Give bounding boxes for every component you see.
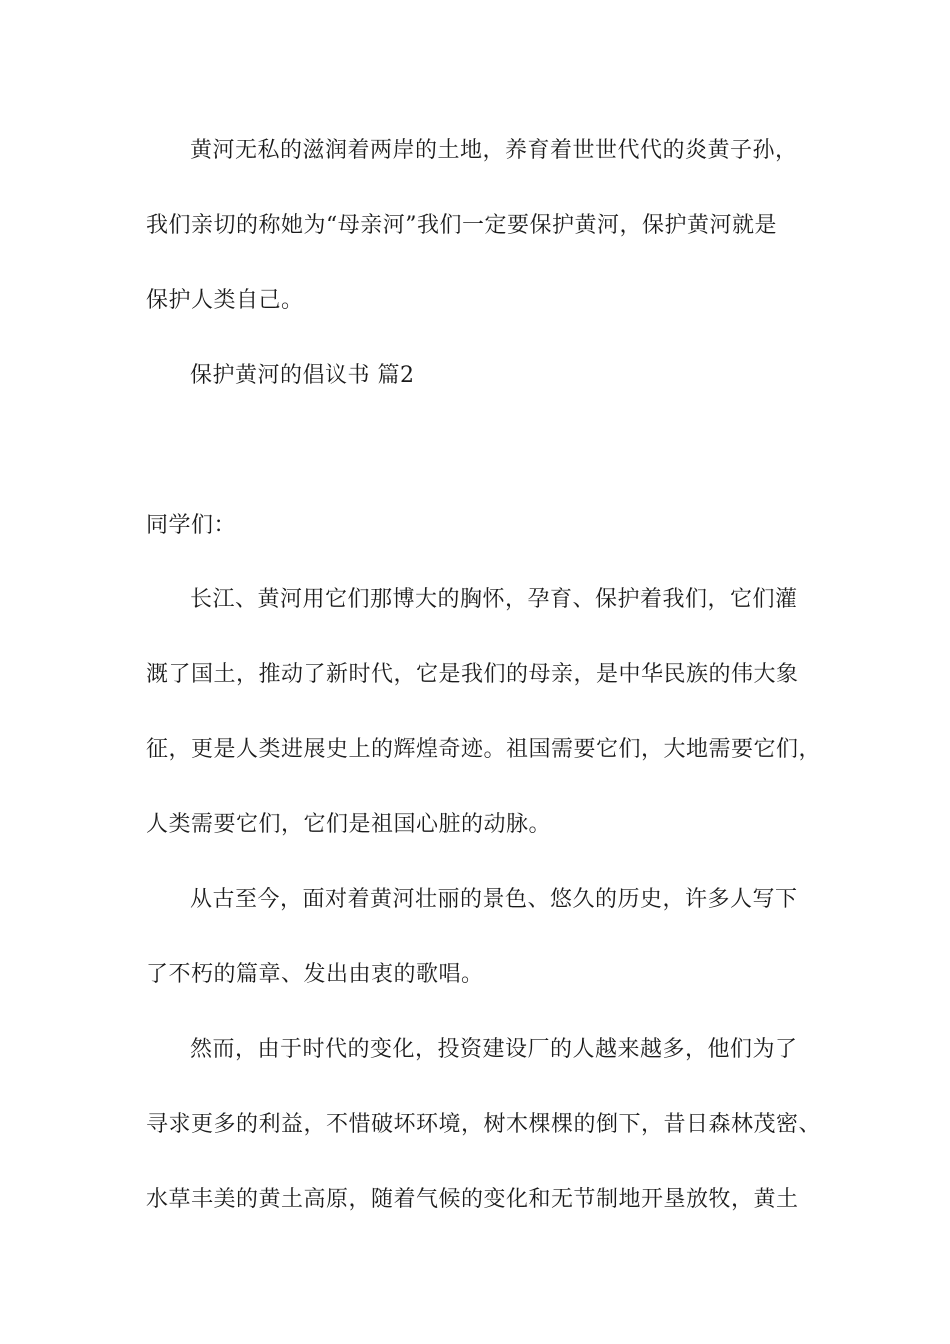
paragraph-line: 长江、黄河用它们那博大的胸怀，孕育、保护着我们，它们灌 bbox=[190, 587, 798, 612]
paragraph-line: 我们亲切的称她为“母亲河”我们一定要保护黄河，保护黄河就是 bbox=[146, 213, 777, 238]
salutation: 同学们： bbox=[146, 513, 237, 538]
paragraph-line: 了不朽的篇章、发出由衷的歌唱。 bbox=[146, 962, 484, 987]
paragraph-line: 寻求更多的利益，不惜破坏环境，树木棵棵的倒下，昔日森林茂密、 bbox=[146, 1112, 822, 1137]
paragraph-line: 水草丰美的黄土高原，随着气候的变化和无节制地开垦放牧，黄土 bbox=[146, 1187, 799, 1212]
paragraph-line: 征，更是人类进展史上的辉煌奇迹。祖国需要它们，大地需要它们， bbox=[146, 737, 822, 762]
paragraph-line: 保护人类自己。 bbox=[146, 288, 304, 313]
section-heading: 保护黄河的倡议书 篇2 bbox=[190, 363, 415, 388]
paragraph-line: 然而，由于时代的变化，投资建设厂的人越来越多，他们为了 bbox=[190, 1037, 798, 1062]
paragraph-line: 黄河无私的滋润着两岸的土地，养育着世世代代的炎黄子孙， bbox=[190, 138, 798, 163]
paragraph-line: 人类需要它们，它们是祖国心脏的动脉。 bbox=[146, 812, 552, 837]
paragraph-line: 溉了国土，推动了新时代，它是我们的母亲，是中华民族的伟大象 bbox=[146, 662, 799, 687]
paragraph-line: 从古至今，面对着黄河壮丽的景色、悠久的历史，许多人写下 bbox=[190, 887, 798, 912]
